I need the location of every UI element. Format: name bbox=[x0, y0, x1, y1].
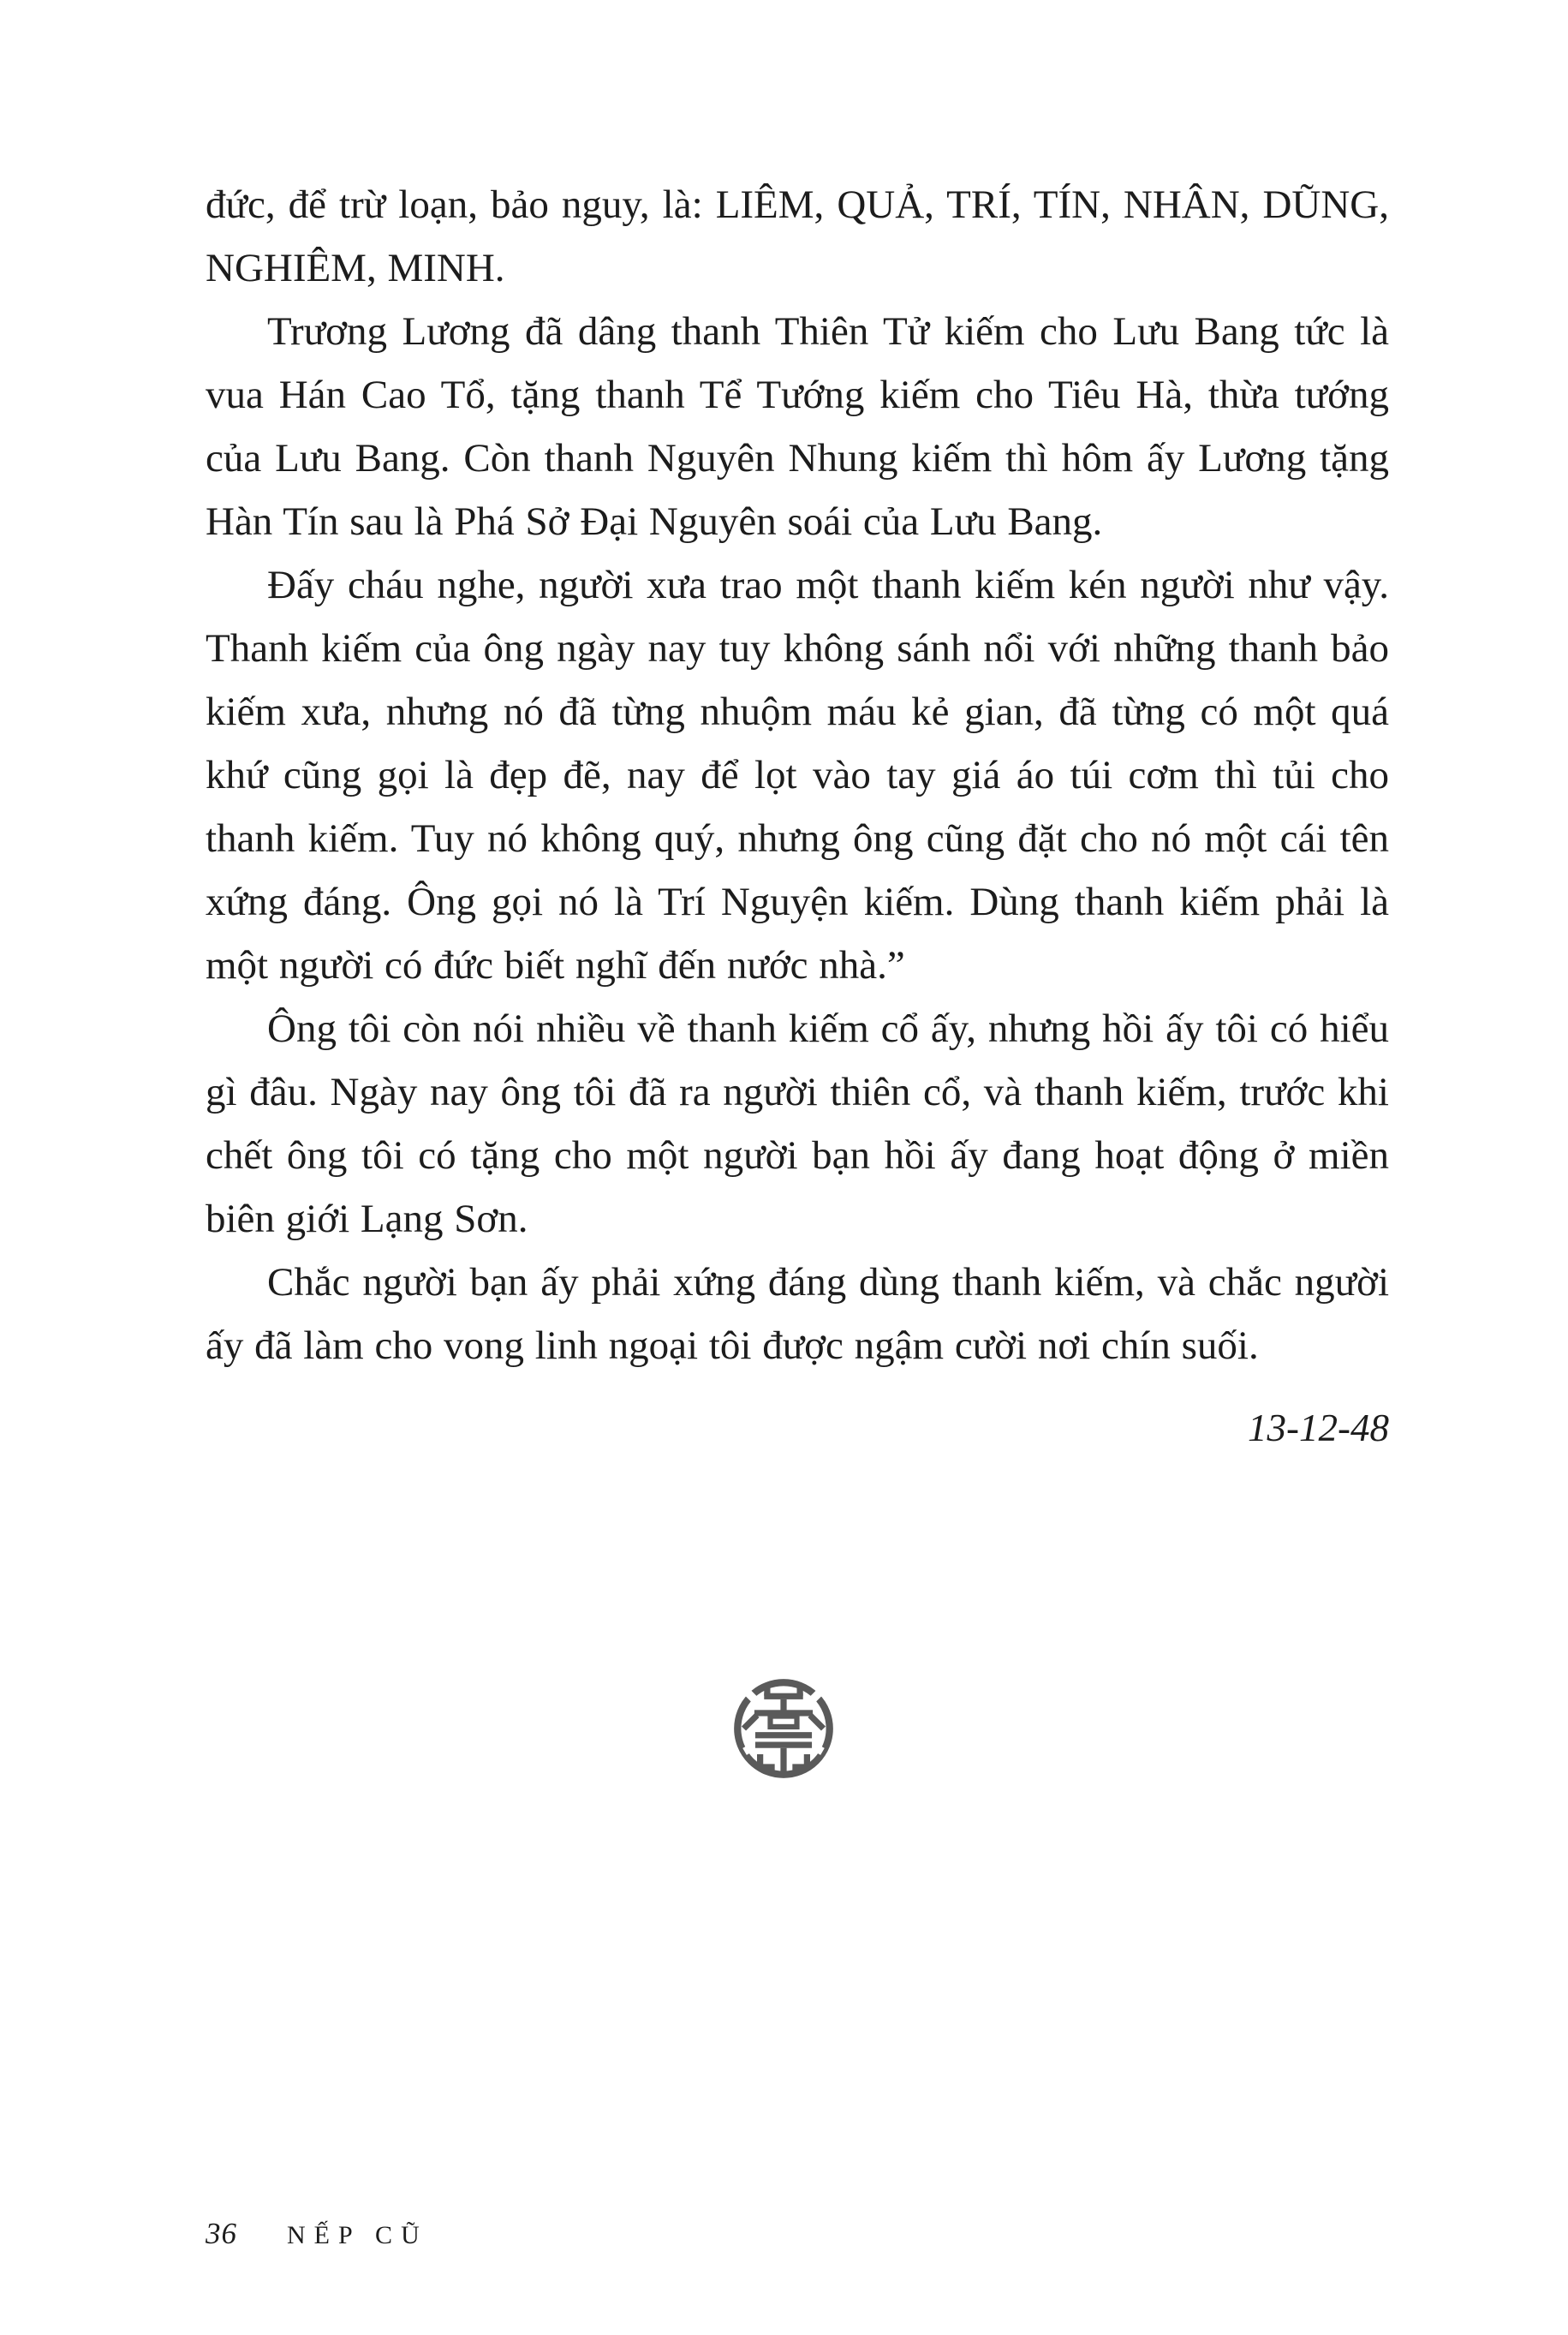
paragraph: Trương Lương đã dâng thanh Thiên Tử kiếm cho Lưu Bang tức là vua Hán Cao Tổ, tặng thanh Tể Tướng kiếm cho Tiêu Hà, thừa tướng của Lưu Bang. Còn thanh Nguyên Nhung kiếm thì hôm ấy Lương tặng Hàn Tín sau là Phá Sở Đại Nguyên soái của Lưu Bang. bbox=[206, 309, 1389, 544]
shou-longevity-seal-icon bbox=[730, 1675, 837, 1782]
paragraph: Chắc người bạn ấy phải xứng đáng dùng thanh kiếm, và chắc người ấy đã làm cho vong linh ngoại tôi được ngậm cười nơi chín suối. bbox=[206, 1260, 1389, 1368]
seal-svg bbox=[730, 1675, 837, 1782]
page-footer bbox=[206, 2217, 428, 2251]
paragraph: đức, để trừ loạn, bảo nguy, là: LIÊM, QUẢ, TRÍ, TÍN, NHÂN, DŨNG, NGHIÊM, MINH. bbox=[206, 182, 1389, 290]
paragraph: Ông tôi còn nói nhiều về thanh kiếm cổ ấy, nhưng hồi ấy tôi có hiểu gì đâu. Ngày nay ông tôi đã ra người thiên cổ, và thanh kiếm, trước khi chết ông tôi có tặng cho một người bạn hồi ấy đang hoạt động ở miền biên giới Lạng Sơn. bbox=[206, 1006, 1389, 1241]
body-text bbox=[206, 173, 1389, 1460]
book-title: NẾP CŨ bbox=[287, 2221, 428, 2249]
paragraph: Đấy cháu nghe, người xưa trao một thanh kiếm kén người như vậy. Thanh kiếm của ông ngày nay tuy không sánh nổi với những thanh bảo kiếm xưa, nhưng nó đã từng nhuộm máu kẻ gian, đã từng có một quá khứ cũng gọi là đẹp đẽ, nay để lọt vào tay giá áo túi cơm thì tủi cho thanh kiếm. Tuy nó không quý, nhưng ông cũng đặt cho nó một cái tên xứng đáng. Ông gọi nó là Trí Nguyện kiếm. Dùng thanh kiếm phải là một người có đức biết nghĩ đến nước nhà.” bbox=[206, 563, 1389, 988]
date-line: 13-12-48 bbox=[1248, 1406, 1389, 1449]
page-number: 36 bbox=[206, 2217, 237, 2250]
